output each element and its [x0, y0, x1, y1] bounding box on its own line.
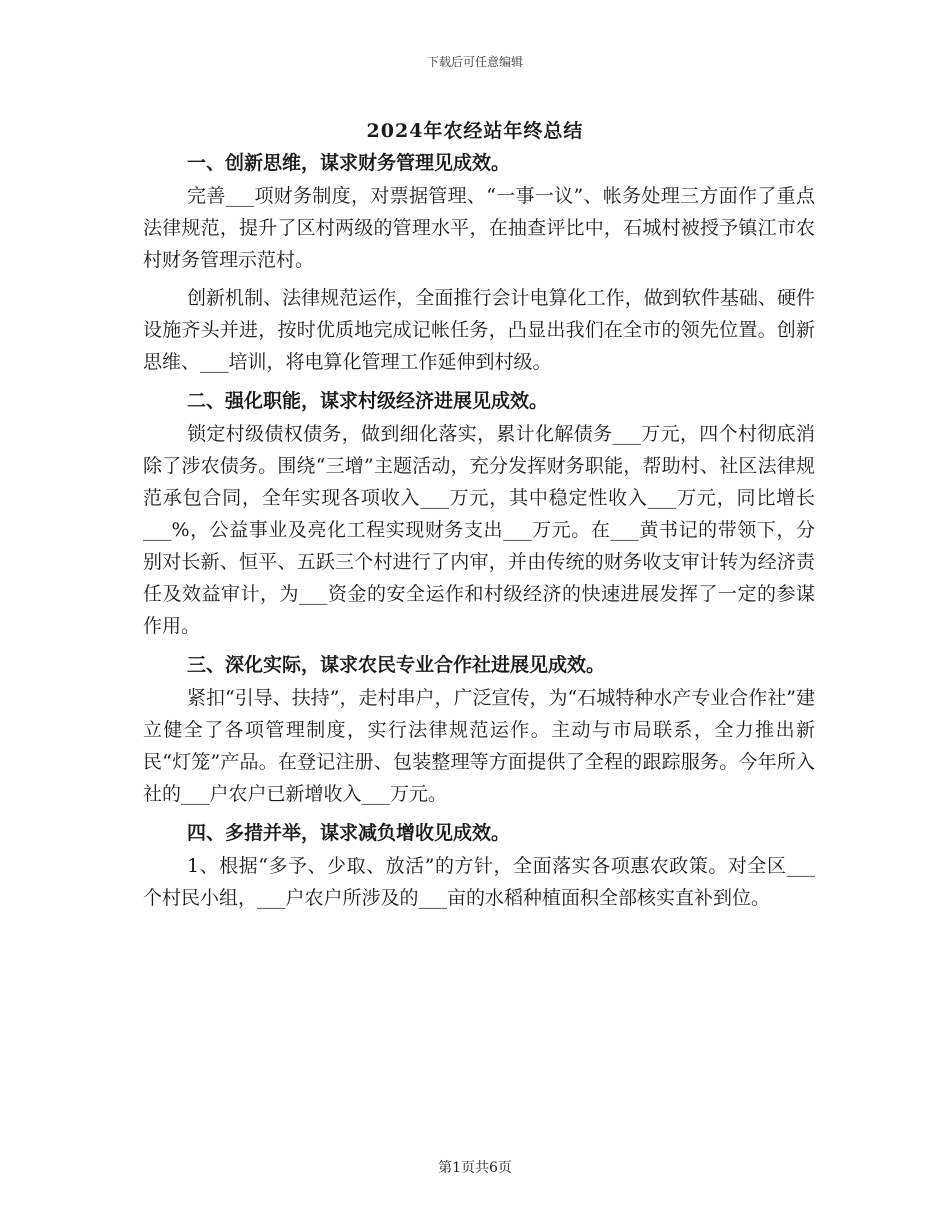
document-body — [143, 146, 815, 920]
paragraph: 1、根据“多予、少取、放活”的方针，全面落实各项惠农政策。对全区___个村民小组，___户农户所涉及的___亩的水稻种植面积全部核实直补到位。 — [143, 855, 815, 909]
section-heading: 二、强化职能，谋求村级经济进展见成效。 — [187, 390, 549, 412]
header-note: 下载后可任意编辑 — [426, 55, 523, 69]
document-title: 2024年农经站年终总结 — [366, 120, 584, 142]
paragraph: 完善___项财务制度，对票据管理、“一事一议”、帐务处理三方面作了重点法律规范，提升了区村两级的管理水平，在抽查评比中，石城村被授予镇江市农村财务管理示范村。 — [143, 185, 815, 271]
section-heading: 四、多措并举，谋求减负增收见成效。 — [187, 822, 511, 844]
section-heading: 三、深化实际，谋求农民专业合作社进展见成效。 — [187, 654, 606, 676]
paragraph: 锁定村级债权债务，做到细化落实，累计化解债务___万元，四个村彻底消除了涉农债务。围绕“三增”主题活动，充分发挥财务职能，帮助村、社区法律规范承包合同，全年实现各项收入___万元，其中稳定性收入___万元，同比增长___%，公益事业及亮化工程实现财务支出___万元。在___黄书记的带领下，分别对长新、恒平、五跃三个村进行了内审，并由传统的财务收支审计转为经济责任及效益审计，为___资金的安全运作和村级经济的快速进展发挥了一定的参谋作用。 — [143, 423, 815, 637]
paragraph: 紧扣“引导、扶持”，走村串户，广泛宣传，为“石城特种水产专业合作社”建立健全了各项管理制度，实行法律规范运作。主动与市局联系，全力推出新民“灯笼”产品。在登记注册、包装整理等方面提供了全程的跟踪服务。今年所入社的___户农户已新增收入___万元。 — [143, 687, 815, 805]
page-number: 第1页共6页 — [438, 1160, 512, 1176]
section-heading: 一、创新思维，谋求财务管理见成效。 — [187, 152, 511, 174]
paragraph: 创新机制、法律规范运作，全面推行会计电算化工作，做到软件基础、硬件设施齐头并进，按时优质地完成记帐任务，凸显出我们在全市的领先位置。创新思维、___培训，将电算化管理工作延伸到村级。 — [143, 287, 815, 373]
